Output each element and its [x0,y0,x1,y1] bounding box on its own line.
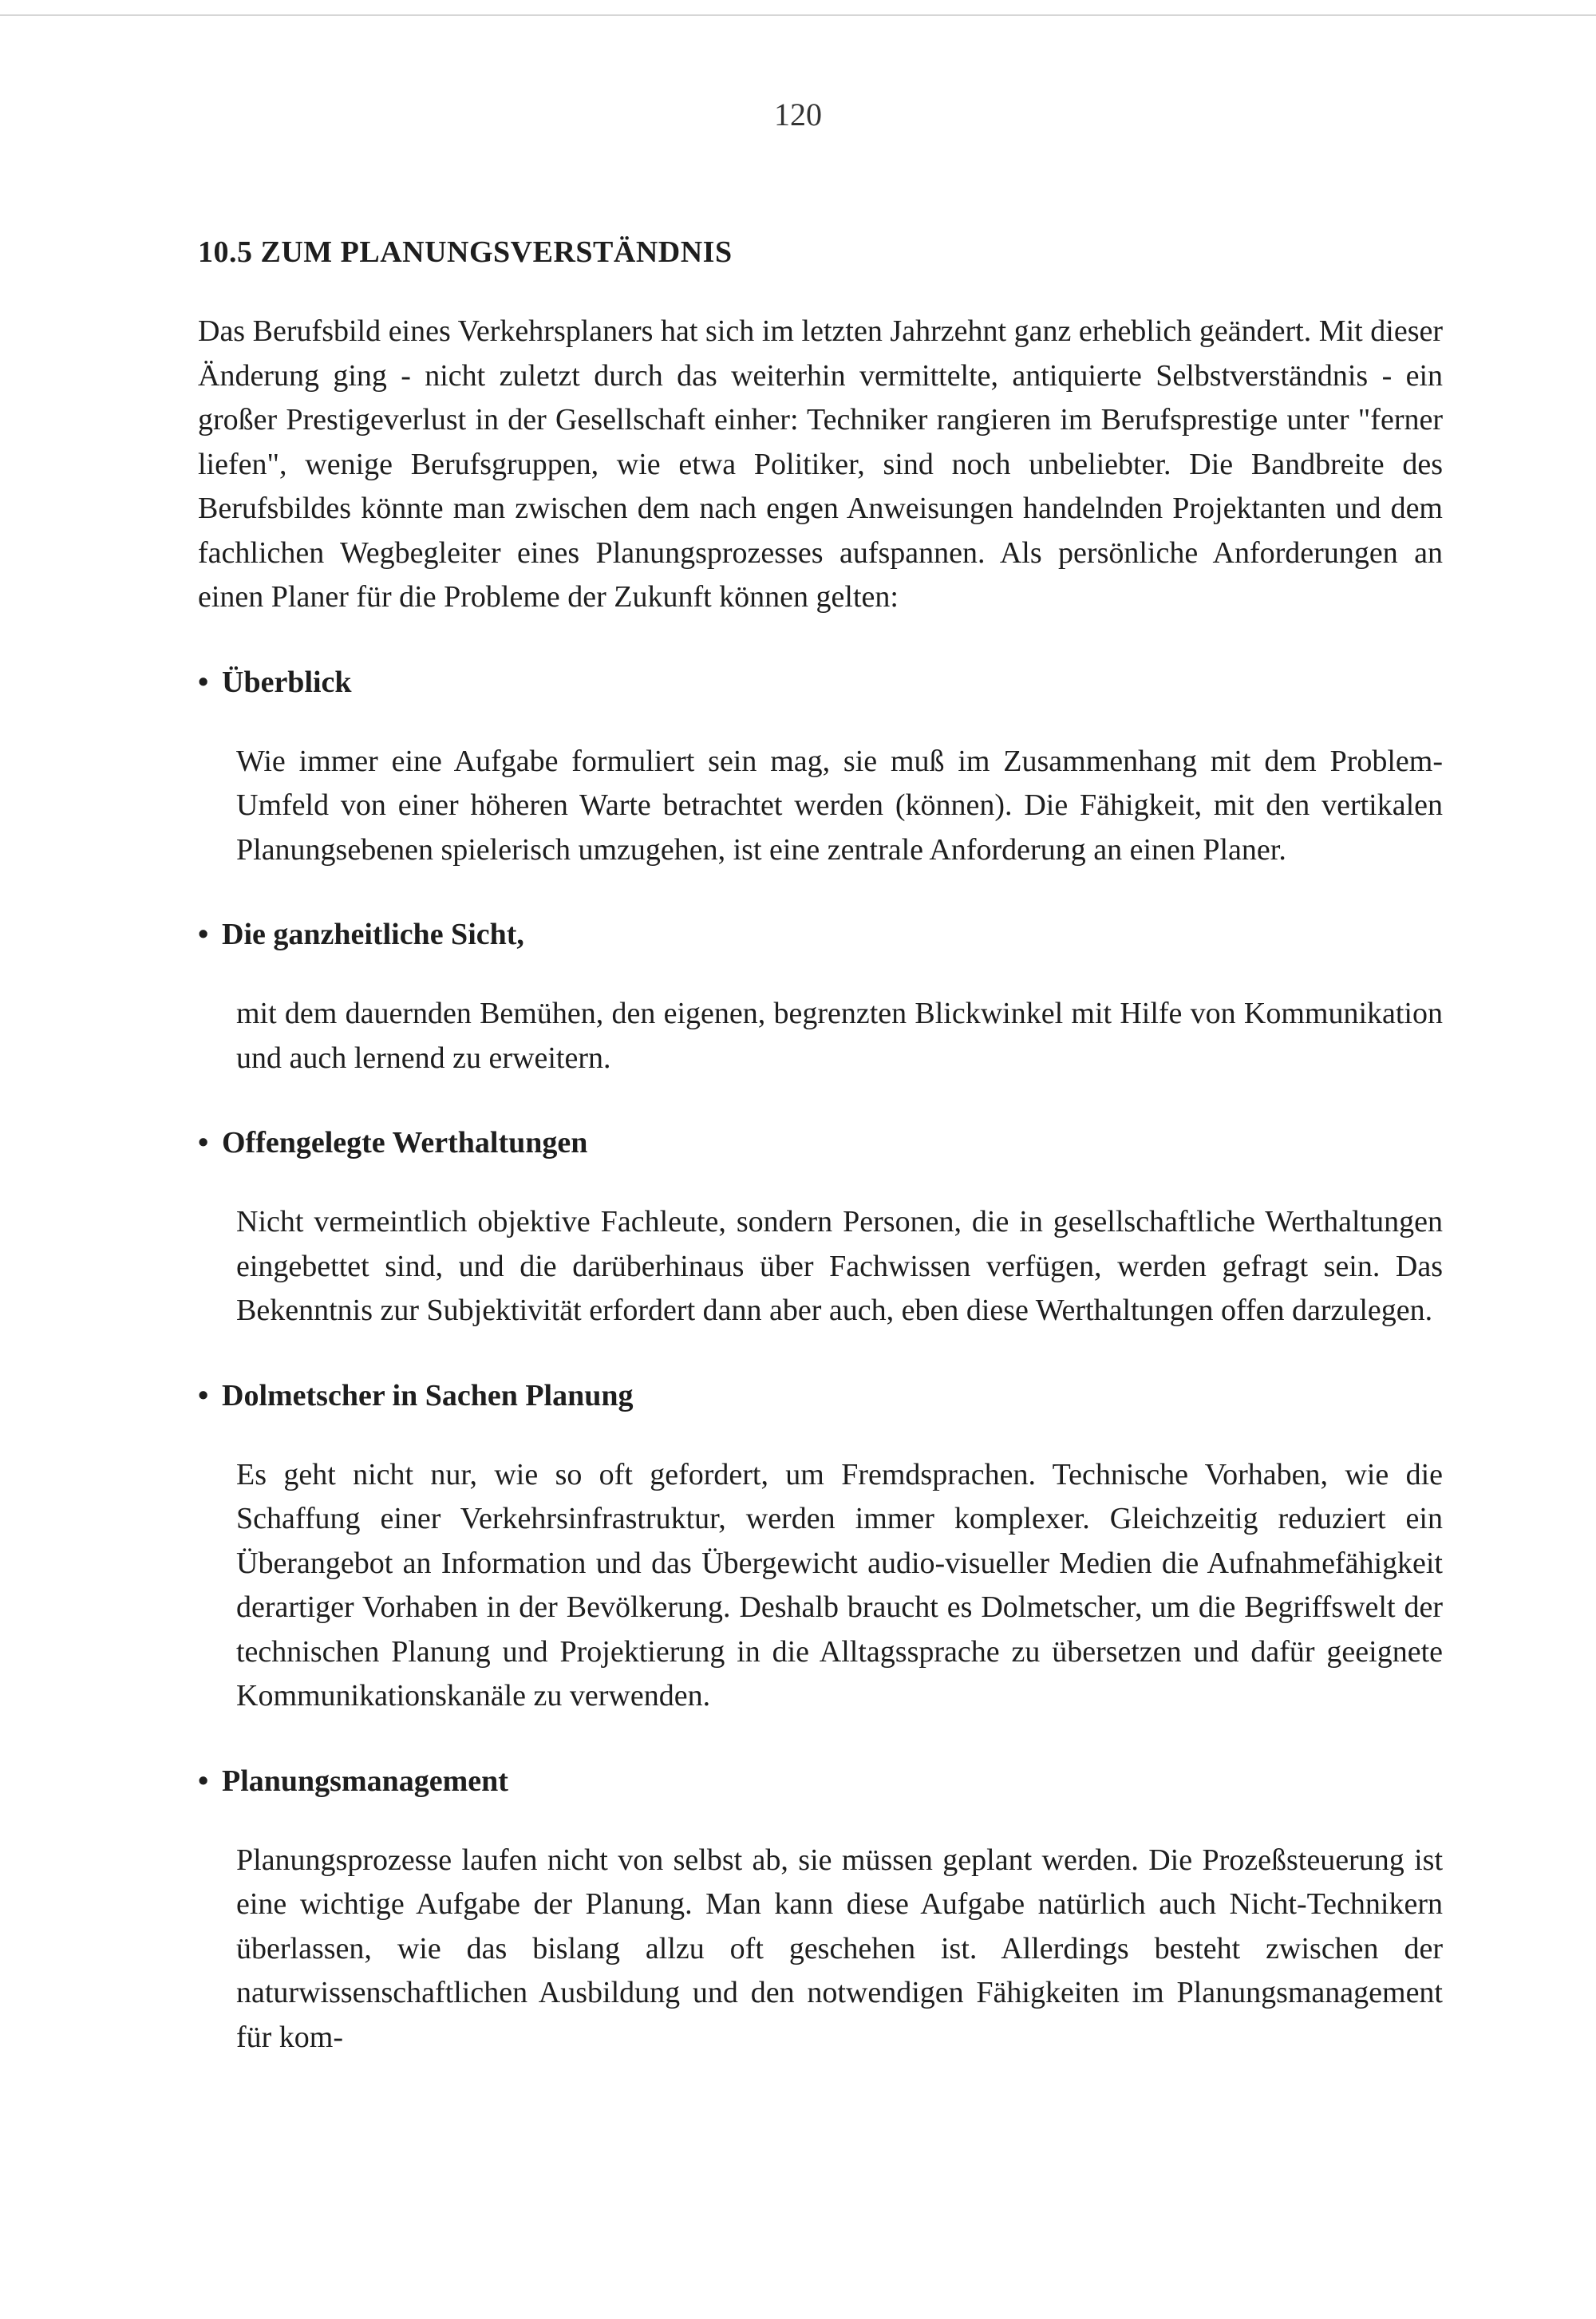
scan-top-edge [0,14,1596,16]
bullet-icon: • [198,1764,209,1798]
requirement-heading-planungsmanagement [198,1760,1443,1802]
requirement-title: Überblick [222,665,352,699]
requirement-title: Die ganzheitliche Sicht, [222,918,524,951]
bullet-icon: • [198,665,209,699]
section-heading: 10.5 ZUM PLANUNGSVERSTÄNDNIS [198,235,733,269]
requirement-heading-werthaltungen [198,1122,1443,1163]
requirement-paragraph: Nicht vermeintlich objektive Fachleute, sondern Personen, die in gesellschaftliche Werthaltungen eingebettet sind, und die darüberhinaus über Fachwissen verfügen, werden gefragt sein. Das Bekenntnis zur Subjektivität erfordert dann aber auch, eben diese Werthaltungen offen darzulegen. [236,1205,1443,1327]
intro-paragraph: Das Berufsbild eines Verkehrsplaners hat sich im letzten Jahrzehnt ganz erheblich geändert. Mit dieser Änderung ging - nicht zuletzt durch das weiterhin vermittelte, antiquierte Selbstverständnis - ein großer Prestigeverlust in der Gesellschaft einher: Techniker rangieren im Berufsprestige unter "ferner liefen", wenige Berufsgruppen, wie etwa Politiker, sind noch unbeliebter. Die Bandbreite des Berufsbildes könnte man zwischen dem nach engen Anweisungen handelnden Projektanten und dem fachlichen Wegbegleiter eines Planungsprozesses aufspannen. Als persönliche Anforderungen an einen Planer für die Probleme der Zukunft können gelten: [198,314,1443,614]
requirement-title: Offengelegte Werthaltungen [222,1126,588,1160]
requirement-heading-ueberblick [198,662,1443,703]
requirement-heading-dolmetscher [198,1375,1443,1416]
bullet-icon: • [198,918,209,951]
requirement-heading-ganzheitliche-sicht [198,914,1443,955]
requirement-paragraph: Wie immer eine Aufgabe formuliert sein mag, sie muß im Zusammenhang mit dem Problem-Umfeld von einer höheren Warte betrachtet werden (können). Die Fähigkeit, mit den vertikalen Planungsebenen spielerisch umzugehen, ist eine zentrale Anforderung an einen Planer. [236,744,1443,867]
requirement-title: Planungsmanagement [222,1764,508,1798]
requirement-paragraph: Es geht nicht nur, wie so oft gefordert, um Fremdsprachen. Technische Vorhaben, wie die Schaffung einer Verkehrsinfrastruktur, werden immer komplexer. Gleichzeitig reduziert ein Überangebot an Information und das Übergewicht audio-visueller Medien die Aufnahmefähigkeit derartiger Vorhaben in der Bevölkerung. Deshalb braucht es Dolmetscher, um die Begriffswelt der technischen Planung und Projektierung in die Alltagssprache zu übersetzen und dafür geeignete Kommunikationskanäle zu verwenden. [236,1457,1443,1713]
requirement-title: Dolmetscher in Sachen Planung [222,1378,634,1412]
page-body [198,231,1443,2060]
requirement-paragraph: Planungsprozesse laufen nicht von selbst ab, sie müssen geplant werden. Die Prozeßsteuerung ist eine wichtige Aufgabe der Planung. Man kann diese Aufgabe natürlich auch Nicht-Technikern überlassen, wie das bislang allzu oft geschehen ist. Allerdings besteht zwischen der naturwissenschaftlichen Ausbildung und den notwendigen Fähigkeiten im Planungsmanagement für kom- [236,1843,1443,2054]
requirement-paragraph: mit dem dauernden Bemühen, den eigenen, begrenzten Blickwinkel mit Hilfe von Kommunikation und auch lernend zu erweitern. [236,997,1443,1075]
bullet-icon: • [198,1126,209,1160]
bullet-icon: • [198,1378,209,1412]
page-number: 120 [774,97,822,132]
